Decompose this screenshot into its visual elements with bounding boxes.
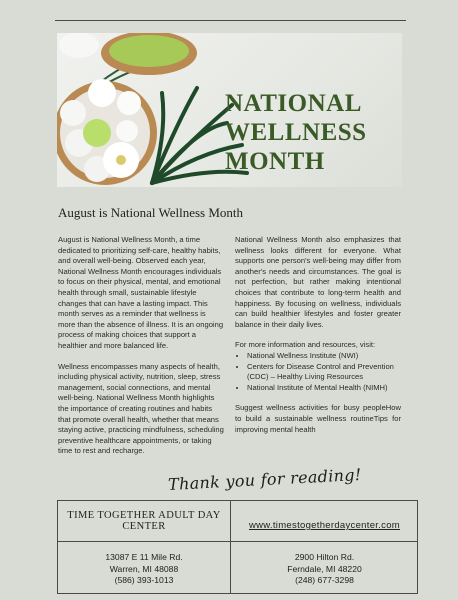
candle-icon <box>83 119 111 147</box>
signoff-text: Thank you for reading! <box>167 464 362 495</box>
banner-title: NATIONAL WELLNESS MONTH <box>225 90 367 175</box>
list-item[interactable]: • National Institute of Mental Health (NIMH) <box>247 383 401 394</box>
phone-number[interactable]: (248) 677-3298 <box>295 575 354 585</box>
list-item[interactable]: • Centers for Disease Control and Prevention (CDC) – Healthy Living Resources <box>247 362 401 383</box>
table-divider <box>58 541 417 542</box>
contact-table <box>57 500 418 594</box>
article-right-column <box>235 235 401 445</box>
flower-icon <box>103 142 139 178</box>
address-warren: 13087 E 11 Mile Rd. Warren, MI 48088 (586) 393-1013 <box>58 552 230 587</box>
website-link[interactable]: www.timestogetherdaycenter.com <box>248 520 401 531</box>
article-left-column <box>58 235 224 467</box>
org-name: TIME TOGETHER ADULT DAY CENTER <box>67 510 221 532</box>
resources-list <box>235 351 401 393</box>
paragraph: National Wellness Month also emphasizes that wellness looks different for everyone. What supports one person's well-being may differ from another's needs and circumstances. The goal is not perfection, but rather making intentional choices that contribute to long-term health and happiness. By focusing on wellness, individuals can build healthier lifestyles and foster greater balance in their daily lives. <box>235 235 401 329</box>
paragraph: Wellness encompasses many aspects of health, including physical activity, nutrition, sleep, stress management, social connections, and mental well-being. National Wellness Month highlights the importance of creating routines and habits that promote overall health, whether that means staying active, practicing mindfulness, scheduling preventive healthcare appointments, or taking time to rest and recharge. <box>58 361 224 456</box>
list-item[interactable]: • National Wellness Institute (NWI) <box>247 351 401 362</box>
address-ferndale: 2900 Hilton Rd. Ferndale, MI 48220 (248) 677-3298 <box>230 552 419 587</box>
paragraph: August is National Wellness Month, a time dedicated to prioritizing self-care, healthy habits, and overall well-being. Observed each year, National Wellness Month encourages individuals to focus on their physical, mental, and emotional health through small, sustainable lifestyle changes that can have a lasting impact. This month serves as a reminder that wellness is more than the absence of illness. It is an ongoing process of making choices that support a healthier and more balanced life. <box>58 235 224 350</box>
phone-number[interactable]: (586) 393-1013 <box>114 575 174 585</box>
paragraph: Suggest wellness activities for busy peopleHow to build a sustainable wellness routineTips for improving mental health <box>235 403 401 434</box>
article-headline: August is National Wellness Month <box>58 205 244 220</box>
resources-intro: For more information and resources, visit: <box>235 340 376 350</box>
top-divider <box>55 20 406 21</box>
hero-banner <box>57 33 402 187</box>
